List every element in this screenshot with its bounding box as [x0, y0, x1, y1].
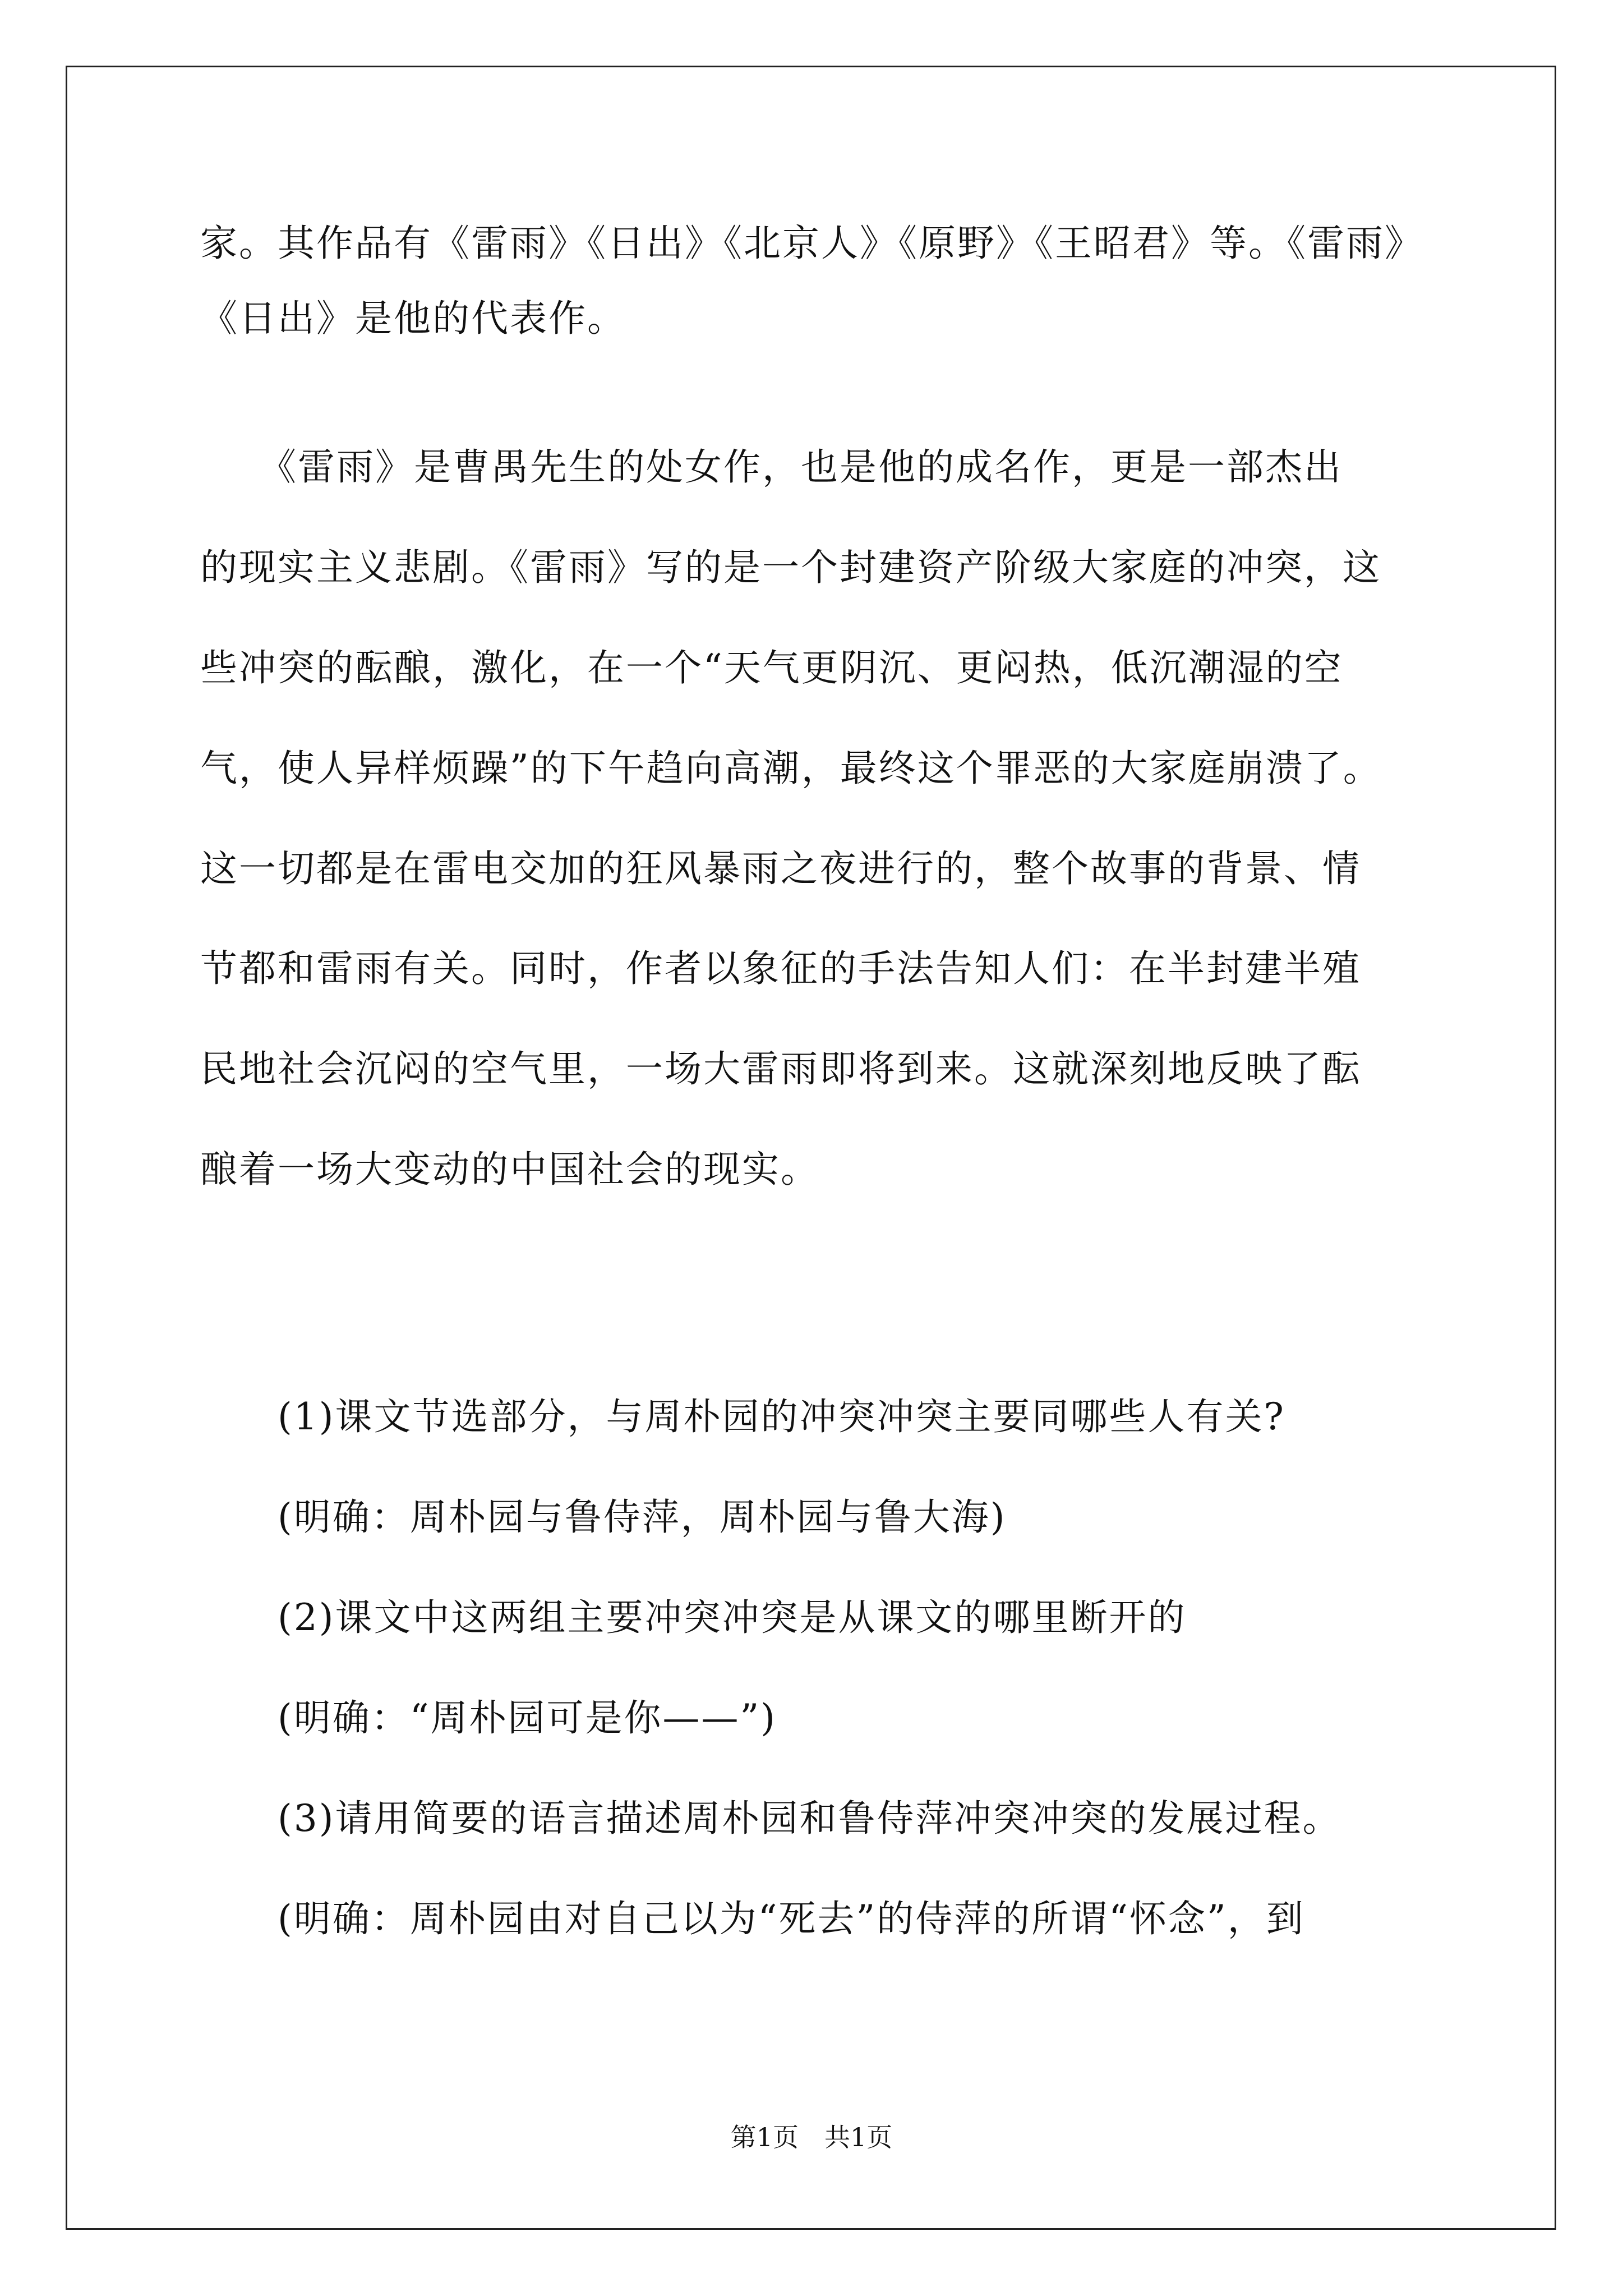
paragraph-line: 《日出》是他的代表作。 — [200, 297, 626, 340]
question-line: (1)课文节选部分，与周朴园的冲突冲突主要同哪些人有关? — [200, 1395, 1285, 1438]
paragraph-line: 些冲突的酝酿，激化，在一个“天气更阴沉、更闷热，低沉潮湿的空 — [200, 646, 1343, 689]
question-line: (2)课文中这两组主要冲突冲突是从课文的哪里断开的 — [200, 1596, 1187, 1639]
paragraph-line: 气，使人异样烦躁”的下午趋向高潮，最终这个罪恶的大家庭崩溃了。 — [200, 747, 1382, 790]
paragraph-line: 这一切都是在雷电交加的狂风暴雨之夜进行的，整个故事的背景、情 — [200, 847, 1361, 890]
paragraph-line: 民地社会沉闷的空气里，一场大雷雨即将到来。这就深刻地反映了酝 — [200, 1047, 1361, 1091]
answer-line: (明确：周朴园与鲁侍萍，周朴园与鲁大海) — [200, 1496, 1007, 1539]
answer-line: (明确：“周朴园可是你——”) — [200, 1696, 777, 1740]
answer-line: (明确：周朴园由对自己以为“死去”的侍萍的所谓“怀念”，到 — [200, 1897, 1305, 1940]
paragraph-line: 节都和雷雨有关。同时，作者以象征的手法告知人们：在半封建半殖 — [200, 947, 1361, 990]
paragraph-line: 酿着一场大变动的中国社会的现实。 — [200, 1148, 819, 1191]
page-number: 第1页 — [730, 2122, 799, 2152]
paragraph-line: 的现实主义悲剧。《雷雨》写的是一个封建资产阶级大家庭的冲突，这 — [200, 546, 1381, 589]
paragraph-line: 家。其作品有《雷雨》《日出》《北京人》《原野》《王昭君》等。《雷雨》 — [200, 222, 1423, 265]
page-total: 共1页 — [824, 2122, 893, 2152]
question-line: (3)请用简要的语言描述周朴园和鲁侍萍冲突冲突的发展过程。 — [200, 1797, 1341, 1840]
page-footer — [0, 2120, 1623, 2154]
paragraph-line: 《雷雨》是曹禺先生的处女作，也是他的成名作，更是一部杰出 — [200, 445, 1343, 489]
